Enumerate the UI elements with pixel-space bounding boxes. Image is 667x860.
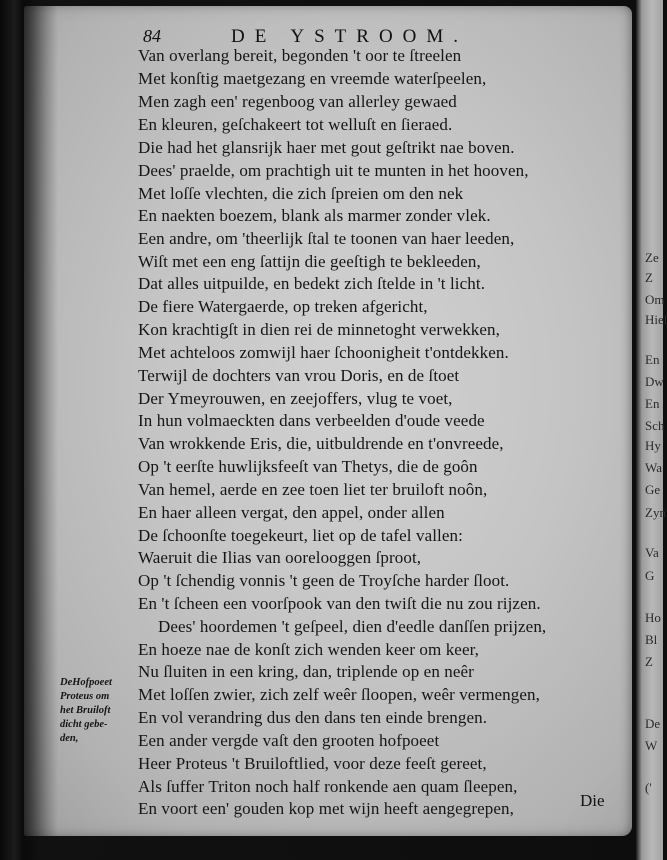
text-line: En naekten boezem, blank als marmer zonder vlek. bbox=[138, 206, 491, 225]
text-line: En 't ſcheen een voorſpook van den twiſt die nu zou rijzen. bbox=[138, 594, 541, 613]
text-line: En voort een' gouden kop met wijn heeft aengegrepen, bbox=[138, 799, 514, 818]
facing-page-fragment: Om bbox=[645, 292, 665, 307]
facing-page-fragment: Bl bbox=[645, 632, 658, 647]
facing-page-fragment: Hy bbox=[645, 438, 661, 453]
facing-page-fragment: Ge bbox=[645, 482, 661, 497]
facing-page-fragment: W bbox=[645, 738, 658, 753]
page-header bbox=[143, 26, 533, 48]
text-line: Van overlang bereit, begonden 't oor te ſtreelen bbox=[138, 46, 462, 65]
text-line: Dees' praelde, om prachtigh uit te munten in het hooven, bbox=[138, 161, 529, 180]
margin-note-line: Proteus om bbox=[60, 691, 110, 702]
text-line: Terwijl de dochters van vrou Doris, en de ſtoet bbox=[138, 366, 460, 385]
text-line: En kleuren, geſchakeert tot welluſt en ſieraed. bbox=[138, 115, 453, 134]
text-line: Van wrokkende Eris, die, uitbuldrende en t'onvreede, bbox=[138, 434, 504, 453]
text-line: Met konſtig maetgezang en vreemde waterſpeelen, bbox=[138, 69, 487, 88]
text-line: De ſchoonſte toegekeurt, liet op de tafel vallen: bbox=[138, 526, 463, 545]
text-line: Waeruit die Ilias van oorelooggen ſproot, bbox=[138, 548, 422, 567]
text-line: Een andre, om 'theerlijk ſtal te toonen van haer leeden, bbox=[138, 229, 515, 248]
page-number: 84 bbox=[143, 26, 161, 46]
running-head: DE YSTROOM. bbox=[231, 26, 469, 47]
text-line: Nu ſluiten in een kring, dan, triplende op en neêr bbox=[138, 662, 474, 681]
facing-page-fragment: Zyn bbox=[645, 505, 666, 520]
text-line: Kon krachtigſt in dien rei de minnetoght verwekken, bbox=[138, 320, 500, 339]
margin-note-line: DeHofpoeet bbox=[60, 677, 112, 688]
facing-page-fragment: En bbox=[645, 352, 660, 367]
facing-page-fragment: Wa bbox=[645, 460, 662, 475]
catchword: Die bbox=[580, 791, 605, 810]
text-line: Dees' hoordemen 't geſpeel, dien d'eedle danſſen prijzen, bbox=[158, 617, 547, 636]
facing-page-fragment: Dw bbox=[645, 374, 664, 389]
text-line: Op 't eerſte huwlijksfeeſt van Thetys, die de goôn bbox=[138, 457, 478, 476]
facing-page-fragment: Z bbox=[645, 270, 653, 285]
margin-note bbox=[60, 676, 132, 746]
text-line: Men zagh een' regenboog van allerley gewaed bbox=[138, 92, 457, 111]
text-line: Met achteloos zomwijl haer ſchoonigheit t'ontdekken. bbox=[138, 343, 509, 362]
facing-page-fragment: G bbox=[645, 568, 655, 583]
text-line: Die had het glansrijk haer met gout geſtrikt nae boven. bbox=[138, 138, 515, 157]
text-line: Met loſſe vlechten, die zich ſpreien om den nek bbox=[138, 184, 464, 203]
text-line: Op 't ſchendig vonnis 't geen de Troyſche harder ſloot. bbox=[138, 571, 510, 590]
facing-page-fragment: (' bbox=[645, 780, 652, 795]
margin-note-line: dicht gebe- bbox=[60, 719, 108, 730]
text-line: Wiſt met een eng ſattijn die geeſtigh te bekleeden, bbox=[138, 252, 481, 271]
text-line: En hoeze nae de konſt zich wenden keer om keer, bbox=[138, 640, 480, 659]
text-line: De fiere Watergaerde, op treken afgericht, bbox=[138, 297, 428, 316]
text-line: En haer alleen vergat, den appel, onder allen bbox=[138, 503, 445, 522]
facing-page-fragment: Z bbox=[645, 654, 653, 669]
text-line: Der Ymeyrouwen, en zeejoffers, vlug te voet, bbox=[138, 389, 453, 408]
text-line: Een ander vergde vaſt den grooten hofpoeet bbox=[138, 731, 440, 750]
facing-page-fragment: Va bbox=[645, 545, 659, 560]
text-line: Heer Proteus 't Bruiloftlied, voor deze feeſt gereet, bbox=[138, 754, 487, 773]
text-line: Van hemel, aerde en zee toen liet ter bruiloft noôn, bbox=[138, 480, 488, 499]
facing-page-fragment: De bbox=[645, 716, 661, 731]
text-line: Dat alles uitpuilde, en bedekt zich ſtelde in 't licht. bbox=[138, 274, 486, 293]
facing-page-fragment: Ho bbox=[645, 610, 661, 625]
text-line: In hun volmaeckten dans verbeelden d'oude veede bbox=[138, 411, 485, 430]
facing-page-fragment: Hiel bbox=[645, 312, 667, 327]
margin-note-line: den, bbox=[60, 733, 79, 744]
text-line: En vol verandring dus den dans ten einde brengen. bbox=[138, 708, 488, 727]
margin-note-line: het Bruiloft bbox=[60, 705, 111, 716]
page-gutter-shadow bbox=[24, 6, 58, 836]
facing-page-fragment: En bbox=[645, 396, 660, 411]
text-line: Met loſſen zwier, zich zelf weêr ſloopen, weêr vermengen, bbox=[138, 685, 540, 704]
facing-page-edge bbox=[636, 0, 667, 860]
text-line: Als ſuffer Triton noch half ronkende aen quam ſleepen, bbox=[138, 777, 518, 796]
facing-page-fragment: Ze bbox=[645, 250, 659, 265]
facing-page-fragment: Sch bbox=[645, 418, 665, 433]
